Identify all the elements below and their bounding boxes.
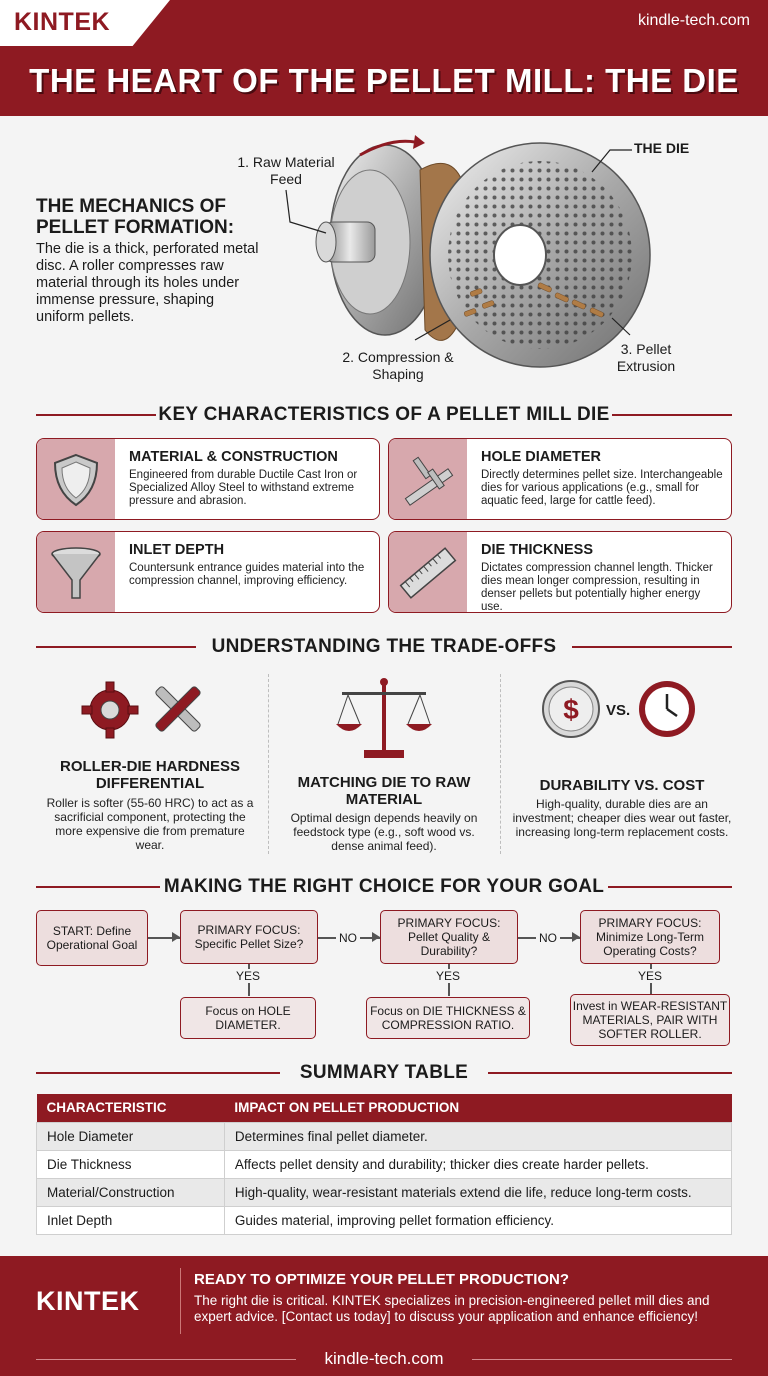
tradeoff-title: MATCHING DIE TO RAW MATERIAL: [297, 774, 471, 808]
footer-brand-logo[interactable]: KINTEK: [36, 1286, 140, 1316]
shield-icon: [37, 439, 115, 520]
flow-start: START: Define Operational Goal: [36, 910, 148, 966]
scale-icon: [334, 676, 434, 762]
funnel-icon: [37, 532, 115, 613]
vs-label: VS.: [606, 702, 631, 719]
flow-arrowhead: [172, 932, 180, 942]
flow-yes-label: YES: [436, 969, 461, 983]
column-divider: [500, 674, 501, 854]
flow-question-quality: PRIMARY FOCUS: Pellet Quality & Durability?: [380, 910, 518, 964]
flow-result-die-thickness: Focus on DIE THICKNESS & COMPRESSION RATIO.: [366, 997, 530, 1039]
callout-raw-material-feed: 1. Raw Material Feed: [237, 154, 335, 187]
table-header: IMPACT ON PELLET PRODUCTION: [224, 1094, 731, 1122]
flow-no-label: NO: [336, 931, 360, 945]
callout-the-die: THE DIE: [634, 140, 690, 156]
footer-site-link[interactable]: kindle-tech.com: [324, 1349, 444, 1368]
card-icon-bg: [389, 439, 467, 519]
brand-logo[interactable]: KINTEK: [14, 8, 111, 36]
tradeoff-body: High-quality, durable dies are an investment; cheaper dies wear out faster, increasing long-term replacement costs.: [512, 797, 732, 839]
mechanics-body: The die is a thick, perforated metal disc. A roller compresses raw material through its holes under immense pressure, shaping uniform pellets.: [36, 241, 259, 325]
table-cell: Hole Diameter: [37, 1122, 225, 1150]
card-hole-diameter: [388, 438, 732, 520]
card-title: INLET DEPTH: [129, 542, 225, 558]
table-cell: Guides material, improving pellet formation efficiency.: [224, 1206, 731, 1234]
card-icon-bg: [37, 439, 115, 519]
footer-divider: [180, 1268, 181, 1334]
tradeoff-body: Roller is softer (55-60 HRC) to act as a sacrificial component, protecting the more expensive die from premature wear.: [46, 796, 254, 852]
table-cell: Die Thickness: [37, 1150, 225, 1178]
dollar-icon: [540, 678, 602, 740]
characteristics-title: KEY CHARACTERISTICS OF A PELLET MILL DIE: [158, 404, 610, 425]
ruler-icon: [389, 532, 467, 613]
tradeoffs-title: UNDERSTANDING THE TRADE-OFFS: [211, 636, 557, 657]
flow-yes-label: YES: [236, 969, 261, 983]
table-row: [37, 1150, 732, 1178]
table-row: [37, 1178, 732, 1206]
flow-question-size: PRIMARY FOCUS: Specific Pellet Size?: [180, 910, 318, 964]
table-cell: Inlet Depth: [37, 1206, 225, 1234]
footer-cta-body: The right die is critical. KINTEK specializes in precision-engineered pellet mill dies and expert advice. [Contact us today] to discuss your application and enhance efficiency!: [194, 1293, 710, 1324]
card-title: HOLE DIAMETER: [481, 449, 602, 465]
card-icon-bg: [389, 532, 467, 612]
summary-table: [36, 1094, 732, 1235]
tradeoff-title: DURABILITY VS. COST: [539, 777, 705, 794]
flow-result-wear-resistant: Invest in WEAR-RESISTANT MATERIALS, PAIR WITH SOFTER ROLLER.: [570, 994, 730, 1046]
card-title: DIE THICKNESS: [481, 542, 593, 558]
callout-extrusion: 3. Pellet Extrusion: [616, 341, 676, 374]
card-title: MATERIAL & CONSTRUCTION: [129, 449, 338, 465]
card-body: Engineered from durable Ductile Cast Iron or Specialized Alloy Steel to withstand extreme pressure and abrasion.: [129, 469, 358, 507]
choice-title: MAKING THE RIGHT CHOICE FOR YOUR GOAL: [163, 876, 605, 897]
table-header-row: [37, 1094, 732, 1122]
table-row: [37, 1206, 732, 1234]
table-cell: Determines final pellet diameter.: [224, 1122, 731, 1150]
card-body: Dictates compression channel length. Thicker dies mean longer compression, resulting in denser pellets but potentially higher energy use.: [481, 562, 713, 613]
table-cell: Material/Construction: [37, 1178, 225, 1206]
caliper-icon: [389, 439, 467, 520]
card-icon-bg: [37, 532, 115, 612]
card-body: Countersunk entrance guides material into the compression channel, improving efficiency.: [129, 562, 365, 587]
gear-wrench-icon: [78, 678, 210, 742]
flow-question-cost: PRIMARY FOCUS: Minimize Long-Term Operating Costs?: [580, 910, 720, 964]
flow-arrowhead: [372, 932, 380, 942]
card-inlet-depth: [36, 531, 380, 613]
page-title: THE HEART OF THE PELLET MILL: THE DIE: [29, 62, 739, 99]
table-cell: High-quality, wear-resistant materials extend die life, reduce long-term costs.: [224, 1178, 731, 1206]
table-header: CHARACTERISTIC: [37, 1094, 225, 1122]
card-material-construction: [36, 438, 380, 520]
tradeoff-body: Optimal design depends heavily on feedstock type (e.g., soft wood vs. dense animal feed).: [290, 811, 478, 853]
flow-arrowhead: [572, 932, 580, 942]
card-body: Directly determines pellet size. Interchangeable dies for various applications (e.g., small for aquatic feed, large for cattle feed).: [481, 469, 723, 507]
summary-title: SUMMARY TABLE: [299, 1062, 469, 1083]
table-row: [37, 1122, 732, 1150]
table-cell: Affects pellet density and durability; thicker dies create harder pellets.: [224, 1150, 731, 1178]
flow-result-hole-diameter: Focus on HOLE DIAMETER.: [180, 997, 316, 1039]
card-die-thickness: [388, 531, 732, 613]
callout-compression: 2. Compression & Shaping: [342, 349, 454, 382]
column-divider: [268, 674, 269, 854]
site-link[interactable]: kindle-tech.com: [637, 12, 750, 29]
flow-yes-label: YES: [638, 969, 663, 983]
svg-text:$: $: [563, 694, 579, 725]
tradeoff-title: ROLLER-DIE HARDNESS DIFFERENTIAL: [59, 758, 240, 792]
footer-cta-title: READY TO OPTIMIZE YOUR PELLET PRODUCTION?: [194, 1271, 570, 1288]
clock-icon: [636, 678, 698, 740]
flow-no-label: NO: [536, 931, 560, 945]
mechanics-title: THE MECHANICS OF PELLET FORMATION:: [36, 196, 235, 238]
